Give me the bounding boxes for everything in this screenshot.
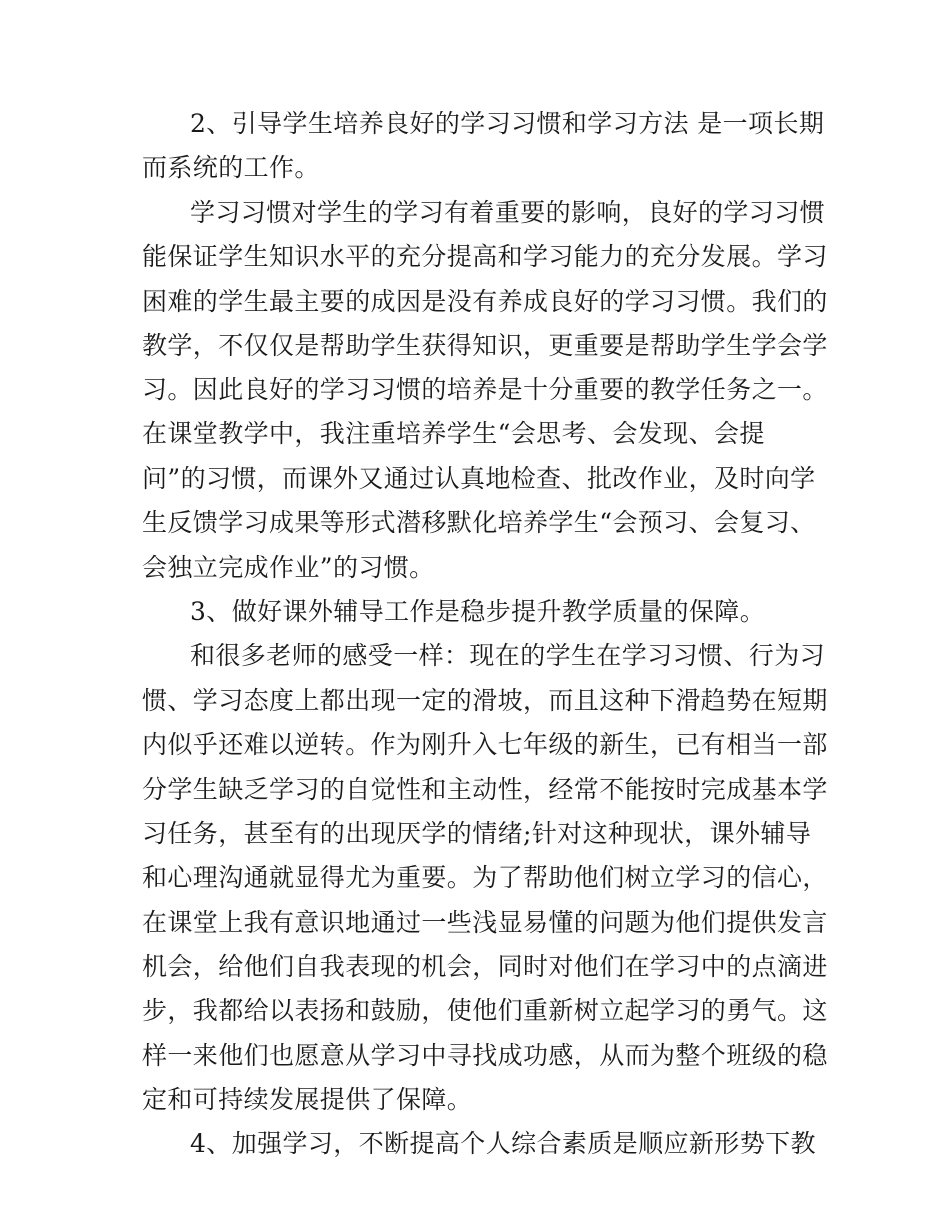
text-line: 机会，给他们自我表现的机会，同时对他们在学习中的点滴进 bbox=[142, 952, 828, 981]
text-line: 生反馈学习成果等形式潜移默化培养学生“会预习、会复习、 bbox=[142, 508, 816, 537]
text-line: 习。因此良好的学习习惯的培养是十分重要的教学任务之一。 bbox=[142, 375, 828, 404]
text-line: 问”的习惯，而课外又通过认真地检查、批改作业，及时向学 bbox=[142, 464, 816, 493]
text-line: 困难的学生最主要的成因是没有养成良好的学习习惯。我们的 bbox=[142, 287, 828, 316]
text-line: 内似乎还难以逆转。作为刚升入七年级的新生，已有相当一部 bbox=[142, 730, 828, 759]
text-line: 习任务，甚至有的出现厌学的情绪;针对这种现状，课外辅导 bbox=[142, 819, 812, 848]
text-line: 会独立完成作业”的习惯。 bbox=[142, 553, 435, 582]
text-line: 分学生缺乏学习的自觉性和主动性，经常不能按时完成基本学 bbox=[142, 775, 828, 804]
heading-item-4: 4、加强学习，不断提高个人综合素质是顺应新形势下教 bbox=[190, 1129, 816, 1158]
text-line: 教学，不仅仅是帮助学生获得知识，更重要是帮助学生学会学 bbox=[142, 331, 828, 360]
heading-item-2: 2、引导学生培养良好的学习习惯和学习方法 是一项长期 bbox=[190, 109, 825, 138]
text-line: 样一来他们也愿意从学习中寻找成功感，从而为整个班级的稳 bbox=[142, 1041, 828, 1070]
paragraph-start: 学习习惯对学生的学习有着重要的影响，良好的学习习惯 bbox=[190, 198, 826, 227]
text-line: 在课堂上我有意识地通过一些浅显易懂的问题为他们提供发言 bbox=[142, 908, 828, 937]
text-line: 和心理沟通就显得尤为重要。为了帮助他们树立学习的信心， bbox=[142, 863, 828, 892]
text-line: 在课堂教学中，我注重培养学生“会思考、会发现、会提 bbox=[142, 419, 765, 448]
paragraph-start: 和很多老师的感受一样：现在的学生在学习习惯、行为习 bbox=[190, 641, 826, 670]
text-line: 而系统的工作。 bbox=[142, 153, 320, 182]
text-line: 定和可持续发展提供了保障。 bbox=[142, 1085, 473, 1114]
heading-item-3: 3、做好课外辅导工作是稳步提升教学质量的保障。 bbox=[190, 597, 766, 626]
text-line: 惯、学习态度上都出现一定的滑坡，而且这种下滑趋势在短期 bbox=[142, 686, 828, 715]
text-line: 能保证学生知识水平的充分提高和学习能力的充分发展。学习 bbox=[142, 242, 828, 271]
text-line: 步，我都给以表扬和鼓励，使他们重新树立起学习的勇气。这 bbox=[142, 996, 828, 1025]
